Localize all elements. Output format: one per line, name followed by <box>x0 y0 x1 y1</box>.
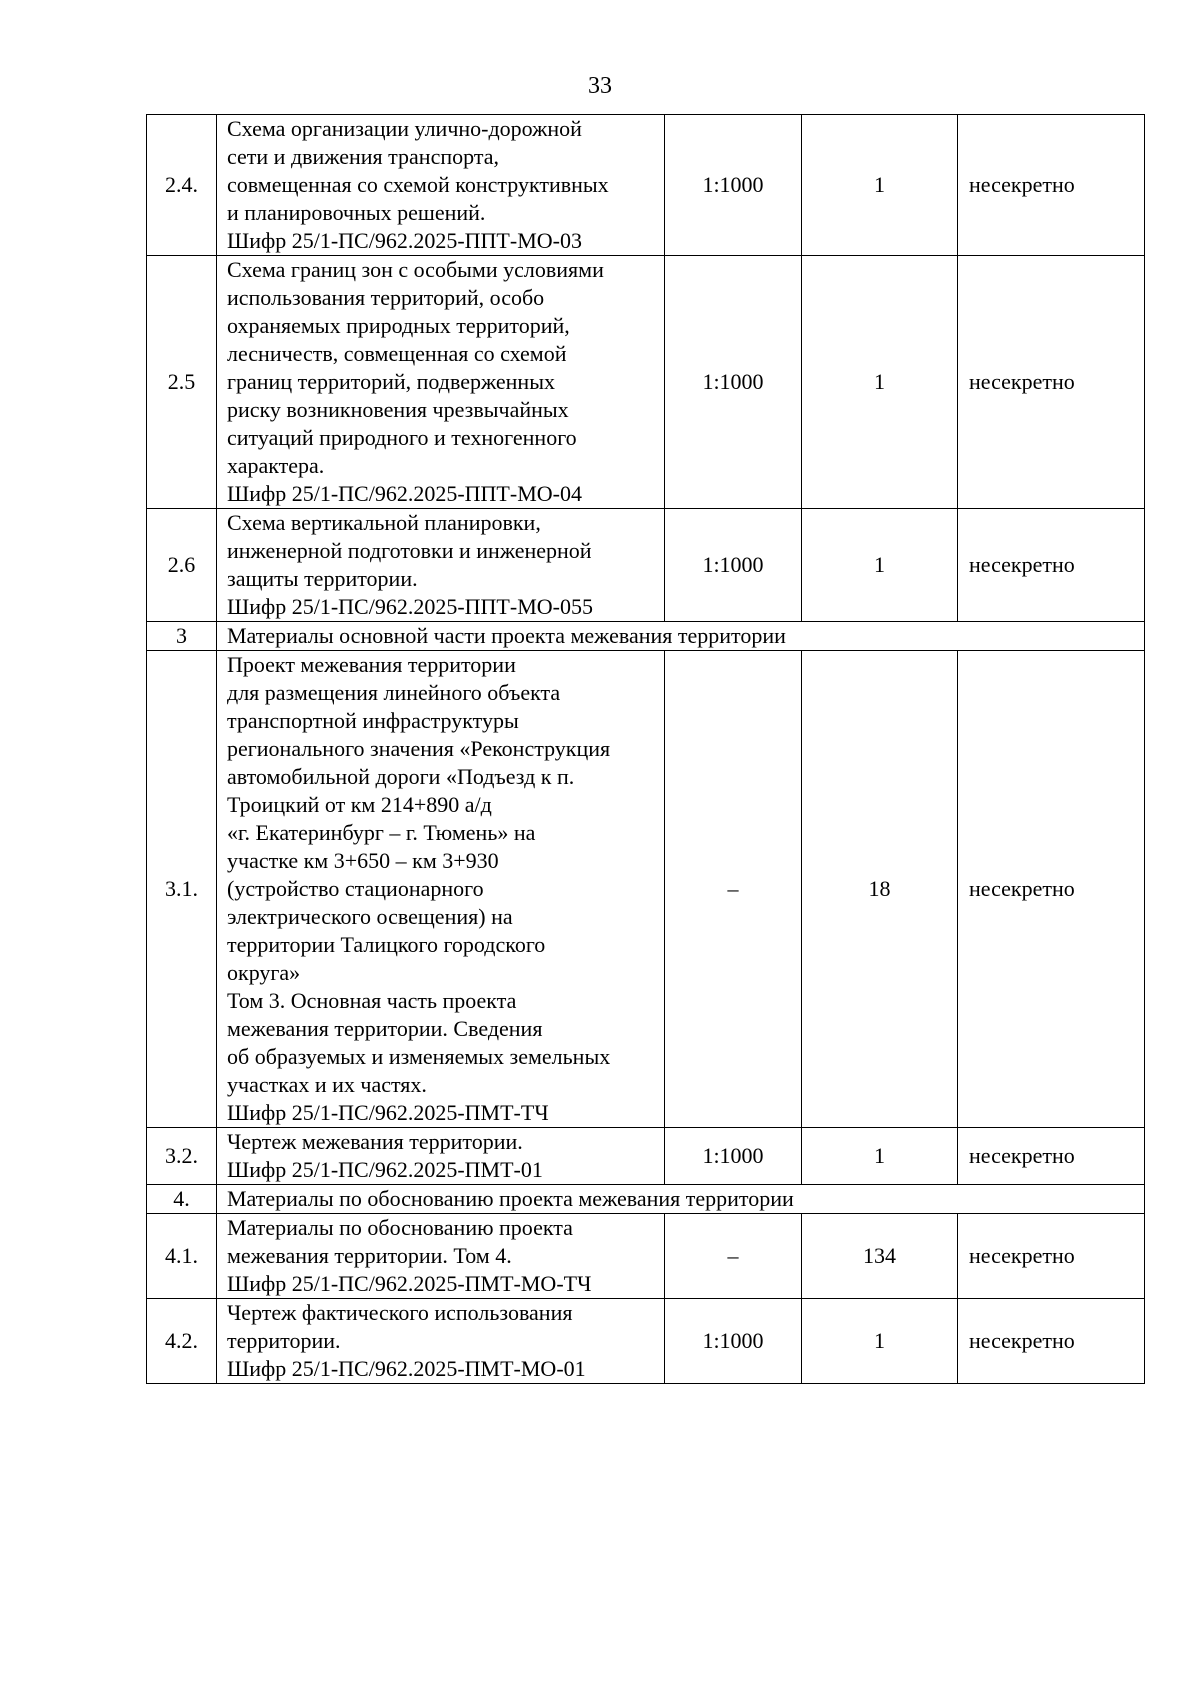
row-number: 2.4. <box>147 115 217 256</box>
scale-cell: 1:1000 <box>665 1128 802 1185</box>
section-row <box>147 622 1145 651</box>
document-name <box>217 256 665 509</box>
sheets-count: 1 <box>802 1299 958 1384</box>
document-name-line: охраняемых природных территорий, <box>227 313 570 338</box>
document-name-line: Шифр 25/1-ПС/962.2025-ПМТ-01 <box>227 1157 543 1182</box>
table-row <box>147 1128 1145 1185</box>
document-name-line: Шифр 25/1-ПС/962.2025-ППТ-МО-055 <box>227 594 593 619</box>
scale-cell: 1:1000 <box>665 509 802 622</box>
document-name-line: характера. <box>227 453 325 478</box>
scale-cell: 1:1000 <box>665 1299 802 1384</box>
document-name-line: сети и движения транспорта, <box>227 144 499 169</box>
document-name-line: территории Талицкого городского <box>227 932 546 957</box>
row-number: 2.5 <box>147 256 217 509</box>
row-number: 4.2. <box>147 1299 217 1384</box>
scale-cell: 1:1000 <box>665 256 802 509</box>
document-name-line: «г. Екатеринбург – г. Тюмень» на <box>227 820 536 845</box>
sheets-count: 1 <box>802 115 958 256</box>
document-name-line: межевания территории. Сведения <box>227 1016 543 1041</box>
document-name-line: округа» <box>227 960 301 985</box>
document-name-line: (устройство стационарного <box>227 876 484 901</box>
secrecy-status: несекретно <box>958 115 1145 256</box>
document-name-line: электрического освещения) на <box>227 904 513 929</box>
table-row <box>147 651 1145 1128</box>
row-number: 4.1. <box>147 1214 217 1299</box>
sheets-count: 18 <box>802 651 958 1128</box>
document-name-line: инженерной подготовки и инженерной <box>227 538 592 563</box>
document-name-line: границ территорий, подверженных <box>227 369 555 394</box>
document-name-line: Шифр 25/1-ПС/962.2025-ПМТ-ТЧ <box>227 1100 549 1125</box>
row-number: 3.1. <box>147 651 217 1128</box>
secrecy-status: несекретно <box>958 256 1145 509</box>
row-number: 2.6 <box>147 509 217 622</box>
document-name-line: транспортной инфраструктуры <box>227 708 519 733</box>
document-name-line: участках и их частях. <box>227 1072 427 1097</box>
document-name-line: межевания территории. Том 4. <box>227 1243 512 1268</box>
document-name-line: для размещения линейного объекта <box>227 680 561 705</box>
section-row <box>147 1185 1145 1214</box>
document-name-line: Шифр 25/1-ПС/962.2025-ППТ-МО-03 <box>227 228 582 253</box>
secrecy-status: несекретно <box>958 509 1145 622</box>
document-name-line: Материалы по обоснованию проекта <box>227 1215 573 1240</box>
table-body <box>147 115 1145 1384</box>
document-name-line: участке км 3+650 – км 3+930 <box>227 848 499 873</box>
document-name-line: Проект межевания территории <box>227 652 516 677</box>
scale-cell: 1:1000 <box>665 115 802 256</box>
document-name-line: использования территорий, особо <box>227 285 545 310</box>
section-title: Материалы основной части проекта межевания территории <box>217 622 1145 651</box>
document-name <box>217 509 665 622</box>
sheets-count: 134 <box>802 1214 958 1299</box>
section-number: 3 <box>147 622 217 651</box>
document-name <box>217 651 665 1128</box>
sheets-count: 1 <box>802 1128 958 1185</box>
row-number: 3.2. <box>147 1128 217 1185</box>
document-name-line: Чертеж фактического использования <box>227 1300 573 1325</box>
document-name-line: риску возникновения чрезвычайных <box>227 397 569 422</box>
document-name-line: Чертеж межевания территории. <box>227 1129 523 1154</box>
document-name-line: об образуемых и изменяемых земельных <box>227 1044 611 1069</box>
section-title: Материалы по обоснованию проекта межевания территории <box>217 1185 1145 1214</box>
secrecy-status: несекретно <box>958 651 1145 1128</box>
document-name <box>217 1214 665 1299</box>
table-row <box>147 256 1145 509</box>
sheets-count: 1 <box>802 509 958 622</box>
document-name-line: территории. <box>227 1328 341 1353</box>
document-name-line: автомобильной дороги «Подъезд к п. <box>227 764 575 789</box>
document-name-line: Схема границ зон с особыми условиями <box>227 257 604 282</box>
scale-cell: – <box>665 1214 802 1299</box>
table-row <box>147 1214 1145 1299</box>
document-name <box>217 115 665 256</box>
table-row <box>147 115 1145 256</box>
sheets-count: 1 <box>802 256 958 509</box>
section-number: 4. <box>147 1185 217 1214</box>
document-name-line: Шифр 25/1-ПС/962.2025-ПМТ-МО-01 <box>227 1356 586 1381</box>
document-name-line: Схема организации улично-дорожной <box>227 116 582 141</box>
page-number: 33 <box>588 73 612 99</box>
document-name-line: совмещенная со схемой конструктивных <box>227 172 609 197</box>
document-name-line: и планировочных решений. <box>227 200 486 225</box>
document-name-line: регионального значения «Реконструкция <box>227 736 611 761</box>
table-row <box>147 509 1145 622</box>
secrecy-status: несекретно <box>958 1214 1145 1299</box>
secrecy-status: несекретно <box>958 1299 1145 1384</box>
document-name-line: ситуаций природного и техногенного <box>227 425 577 450</box>
document-name-line: Том 3. Основная часть проекта <box>227 988 517 1013</box>
document-name-line: Схема вертикальной планировки, <box>227 510 541 535</box>
table-row <box>147 1299 1145 1384</box>
secrecy-status: несекретно <box>958 1128 1145 1185</box>
document-name <box>217 1128 665 1185</box>
document-name-line: защиты территории. <box>227 566 418 591</box>
document-name <box>217 1299 665 1384</box>
document-name-line: Троицкий от км 214+890 а/д <box>227 792 492 817</box>
scale-cell: – <box>665 651 802 1128</box>
documents-table <box>146 114 1145 1384</box>
document-name-line: Шифр 25/1-ПС/962.2025-ПМТ-МО-ТЧ <box>227 1271 592 1296</box>
document-name-line: лесничеств, совмещенная со схемой <box>227 341 567 366</box>
document-name-line: Шифр 25/1-ПС/962.2025-ППТ-МО-04 <box>227 481 582 506</box>
